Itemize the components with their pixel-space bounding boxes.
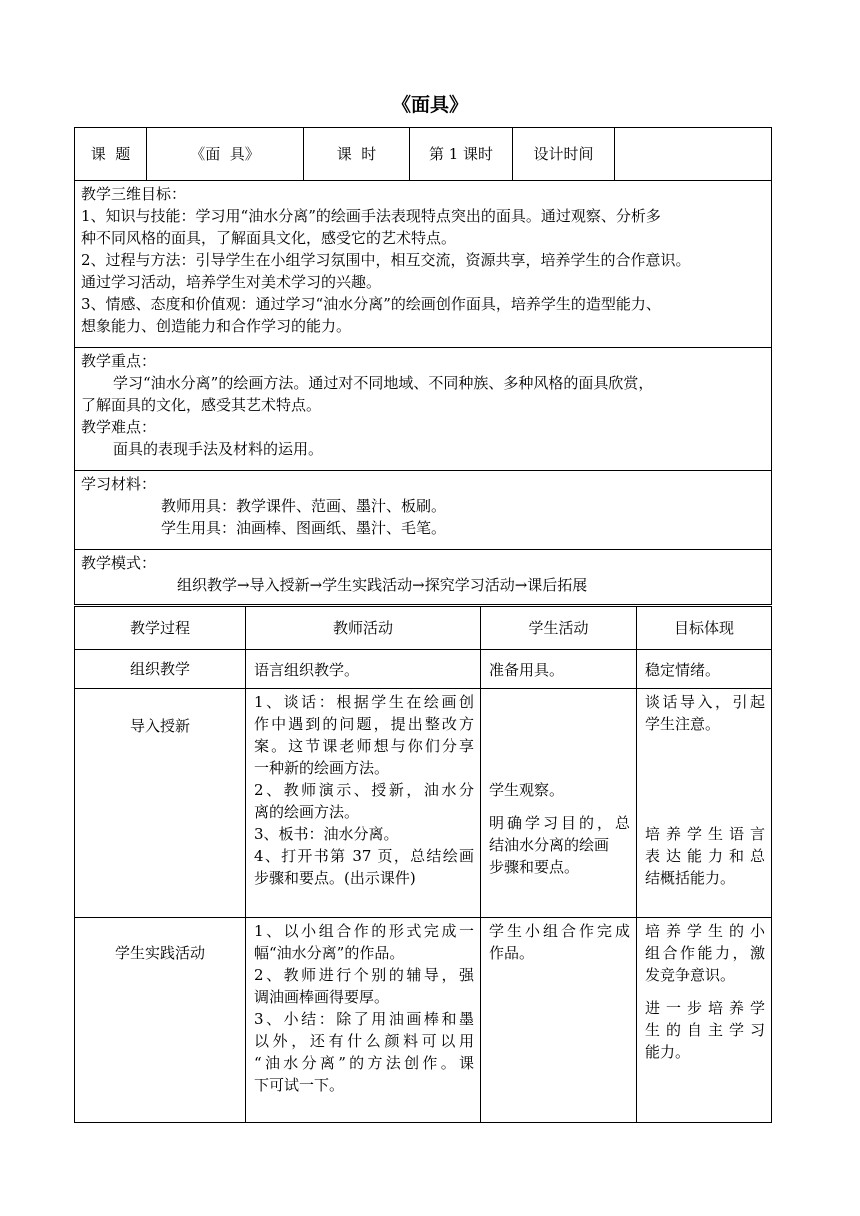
table-row [75, 650, 772, 689]
page-title: 《面具》 [391, 94, 468, 116]
design-time-label: 设计时间 [513, 128, 615, 181]
difficulty-heading: 教学难点： [81, 418, 157, 436]
student-line: 学生小组合作完成 [489, 922, 630, 940]
stage-practice: 学生实践活动 [75, 918, 246, 1123]
period-value: 第 1 课时 [410, 128, 513, 181]
period-label: 课 时 [304, 128, 410, 181]
goal-line: 生的自主学习 [645, 1021, 765, 1039]
difficulty-text: 面具的表现手法及材料的运用。 [113, 440, 324, 458]
goal-line: 谈话导入，引起 [645, 693, 765, 711]
goal-line: 表达能力和总 [645, 847, 765, 865]
objective-line: 2、过程与方法：引导学生在小组学习氛围中，相互交流，资源共享，培养学生的合作意识。 [81, 251, 691, 269]
header-teacher-activity: 教师活动 [246, 607, 481, 650]
stage-organize: 组织教学 [75, 650, 246, 689]
objective-line: 3、情感、态度和价值观：通过学习“油水分离”的绘画创作面具，培养学生的造型能力、 [81, 295, 661, 313]
goal-line: 学生注意。 [645, 715, 721, 733]
objective-line: 种不同风格的面具，了解面具文化，感受它的艺术特点。 [81, 229, 457, 247]
table-row [75, 689, 772, 918]
goal: 稳定情绪。 [637, 650, 772, 689]
info-row [75, 128, 772, 181]
student-line: 步骤和要点。 [489, 858, 580, 876]
teacher-line: 4、打开书第 37 页，总结绘画 [254, 847, 474, 865]
teacher-line: 案。这节课老师想与你们分享 [254, 737, 474, 755]
table-row [75, 918, 772, 1123]
goal-line: 发竞争意识。 [645, 966, 736, 984]
goal-line: 能力。 [645, 1043, 691, 1061]
objective-line: 通过学习活动，培养学生对美术学习的兴趣。 [81, 273, 382, 291]
stage-introduce: 导入授新 [75, 689, 246, 918]
teacher-line: 3、小结：除了用油画棒和墨 [254, 1010, 474, 1028]
objectives-heading: 教学三维目标： [81, 185, 187, 203]
student-line: 明确学习目的，总 [489, 814, 630, 832]
objectives-row [75, 181, 772, 348]
goal-line: 结概括能力。 [645, 869, 736, 887]
teacher-line: 一种新的绘画方法。 [254, 759, 390, 777]
teacher-tools: 教师用具：教学课件、范画、墨汁、板刷。 [161, 497, 447, 515]
goal-line: 培养学生的小 [645, 922, 765, 940]
materials-row [75, 471, 772, 550]
teacher-line: 以外，还有什么颜料可以用 [254, 1032, 474, 1050]
student-activity: 准备用具。 [481, 650, 637, 689]
process-header-row [75, 607, 772, 650]
mode-row [75, 550, 772, 605]
goal-line: 组合作能力，激 [645, 944, 765, 962]
header-goal: 目标体现 [637, 607, 772, 650]
teacher-activity: 语言组织教学。 [246, 650, 481, 689]
mode-heading: 教学模式： [81, 554, 157, 572]
objective-line: 想象能力、创造能力和合作学习的能力。 [81, 317, 352, 335]
key-points-row [75, 348, 772, 471]
teacher-line: 幅“油水分离”的作品。 [254, 944, 405, 962]
design-time-value [615, 128, 772, 181]
student-tools: 学生用具：油画棒、图画纸、墨汁、毛笔。 [161, 519, 447, 537]
key-point-line: 了解面具的文化，感受其艺术特点。 [81, 396, 322, 414]
teacher-line: 2、教师演示、授新，油水分 [254, 781, 474, 799]
student-line: 学生观察。 [489, 781, 565, 799]
key-points-heading: 教学重点： [81, 352, 157, 370]
header-stage: 教学过程 [75, 607, 246, 650]
goal-line: 培养学生语言 [645, 825, 765, 843]
mode-flow: 组织教学→导入授新→学生实践活动→探究学习活动→课后拓展 [177, 576, 588, 594]
teacher-line: 1、以小组合作的形式完成一 [254, 922, 474, 940]
teacher-line: 1、谈话：根据学生在绘画创 [254, 693, 474, 711]
teacher-line: 作中遇到的问题，提出整改方 [254, 715, 474, 733]
teacher-line: 2、教师进行个别的辅导，强 [254, 966, 474, 984]
student-line: 结油水分离的绘画 [489, 836, 610, 854]
teacher-line: “油水分离”的方法创作。课 [254, 1054, 474, 1072]
teacher-line: 下可试一下。 [254, 1076, 345, 1094]
student-line: 作品。 [489, 944, 535, 962]
header-student-activity: 学生活动 [481, 607, 637, 650]
course-label: 课 题 [75, 128, 147, 181]
course-value: 《面 具》 [147, 128, 304, 181]
objective-line: 1、知识与技能：学习用“油水分离”的绘画手法表现特点突出的面具。通过观察、分析多 [81, 207, 661, 225]
key-point-line: 学习“油水分离”的绘画方法。通过对不同地域、不同种族、多种风格的面具欣赏， [113, 374, 654, 392]
goal-line: 进一步培养学 [645, 999, 765, 1017]
teacher-line: 步骤和要点。(出示课件) [254, 869, 416, 887]
teacher-line: 3、板书：油水分离。 [254, 825, 399, 843]
teacher-line: 调油画棒画得要厚。 [254, 988, 390, 1006]
teaching-process-table [74, 606, 772, 1123]
lesson-info-table [74, 127, 772, 605]
materials-heading: 学习材料： [81, 475, 157, 493]
teacher-line: 离的绘画方法。 [254, 803, 360, 821]
